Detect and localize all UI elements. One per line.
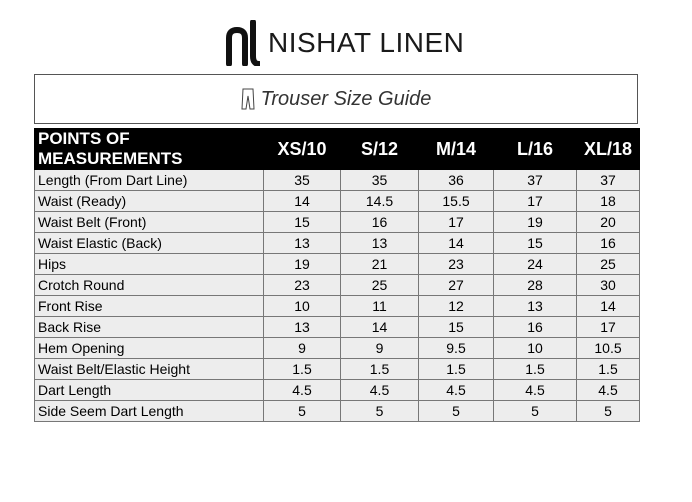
size-value-cell: 5 — [264, 401, 341, 422]
measurement-label: Back Rise — [35, 317, 264, 338]
page-title: Trouser Size Guide — [260, 87, 432, 110]
table-body — [35, 170, 640, 422]
size-value-cell: 4.5 — [577, 380, 640, 401]
size-value-cell: 37 — [494, 170, 577, 191]
nl-monogram-icon — [226, 20, 260, 66]
size-value-cell: 1.5 — [494, 359, 577, 380]
size-value-cell: 15 — [494, 233, 577, 254]
size-value-cell: 17 — [494, 191, 577, 212]
size-value-cell: 9 — [264, 338, 341, 359]
table-row — [35, 212, 640, 233]
measurement-label: Dart Length — [35, 380, 264, 401]
measurement-label: Side Seem Dart Length — [35, 401, 264, 422]
size-value-cell: 1.5 — [341, 359, 419, 380]
size-value-cell: 30 — [577, 275, 640, 296]
size-value-cell: 9 — [341, 338, 419, 359]
measurement-label: Hips — [35, 254, 264, 275]
size-value-cell: 16 — [577, 233, 640, 254]
size-value-cell: 15 — [419, 317, 494, 338]
measurement-label: Hem Opening — [35, 338, 264, 359]
table-header-row — [35, 129, 640, 170]
size-value-cell: 4.5 — [419, 380, 494, 401]
size-value-cell: 36 — [419, 170, 494, 191]
size-value-cell: 15 — [264, 212, 341, 233]
size-value-cell: 17 — [577, 317, 640, 338]
title-box — [34, 74, 638, 124]
size-value-cell: 35 — [341, 170, 419, 191]
brand-header — [226, 18, 464, 68]
size-value-cell: 14 — [264, 191, 341, 212]
table-row — [35, 275, 640, 296]
measurement-label: Length (From Dart Line) — [35, 170, 264, 191]
size-value-cell: 10 — [494, 338, 577, 359]
size-value-cell: 16 — [494, 317, 577, 338]
size-value-cell: 21 — [341, 254, 419, 275]
size-value-cell: 9.5 — [419, 338, 494, 359]
size-value-cell: 35 — [264, 170, 341, 191]
size-value-cell: 19 — [494, 212, 577, 233]
size-value-cell: 25 — [341, 275, 419, 296]
size-value-cell: 10.5 — [577, 338, 640, 359]
size-value-cell: 19 — [264, 254, 341, 275]
header-cell: POINTS OF MEASUREMENTS — [35, 129, 264, 170]
measurement-label: Waist Belt (Front) — [35, 212, 264, 233]
table-row — [35, 380, 640, 401]
size-value-cell: 13 — [494, 296, 577, 317]
size-value-cell: 10 — [264, 296, 341, 317]
size-value-cell: 1.5 — [264, 359, 341, 380]
size-value-cell: 17 — [419, 212, 494, 233]
size-value-cell: 14.5 — [341, 191, 419, 212]
size-value-cell: 14 — [341, 317, 419, 338]
size-value-cell: 12 — [419, 296, 494, 317]
measurement-label: Waist Elastic (Back) — [35, 233, 264, 254]
header-cell: M/14 — [419, 129, 494, 170]
table-row — [35, 170, 640, 191]
header-cell: L/16 — [494, 129, 577, 170]
trouser-icon — [241, 88, 255, 110]
table-row — [35, 401, 640, 422]
measurement-label: Front Rise — [35, 296, 264, 317]
measurement-label: Waist Belt/Elastic Height — [35, 359, 264, 380]
size-value-cell: 18 — [577, 191, 640, 212]
size-value-cell: 13 — [264, 317, 341, 338]
size-value-cell: 4.5 — [341, 380, 419, 401]
table-row — [35, 233, 640, 254]
size-value-cell: 14 — [577, 296, 640, 317]
table-row — [35, 254, 640, 275]
brand-name: NISHAT LINEN — [268, 27, 465, 58]
table-row — [35, 191, 640, 212]
size-value-cell: 5 — [494, 401, 577, 422]
table-row — [35, 359, 640, 380]
size-value-cell: 23 — [419, 254, 494, 275]
measurement-label: Waist (Ready) — [35, 191, 264, 212]
size-value-cell: 27 — [419, 275, 494, 296]
size-value-cell: 15.5 — [419, 191, 494, 212]
size-value-cell: 13 — [264, 233, 341, 254]
size-value-cell: 28 — [494, 275, 577, 296]
header-cell: XS/10 — [264, 129, 341, 170]
size-value-cell: 13 — [341, 233, 419, 254]
size-value-cell: 1.5 — [419, 359, 494, 380]
size-value-cell: 5 — [341, 401, 419, 422]
size-value-cell: 11 — [341, 296, 419, 317]
size-value-cell: 23 — [264, 275, 341, 296]
size-value-cell: 1.5 — [577, 359, 640, 380]
table-row — [35, 338, 640, 359]
table-row — [35, 317, 640, 338]
size-value-cell: 20 — [577, 212, 640, 233]
size-value-cell: 37 — [577, 170, 640, 191]
size-value-cell: 4.5 — [264, 380, 341, 401]
size-value-cell: 25 — [577, 254, 640, 275]
size-table — [34, 128, 640, 422]
size-value-cell: 5 — [419, 401, 494, 422]
size-value-cell: 24 — [494, 254, 577, 275]
header-cell: XL/18 — [577, 129, 640, 170]
size-value-cell: 4.5 — [494, 380, 577, 401]
size-value-cell: 14 — [419, 233, 494, 254]
table-row — [35, 296, 640, 317]
header-cell: S/12 — [341, 129, 419, 170]
size-value-cell: 16 — [341, 212, 419, 233]
size-value-cell: 5 — [577, 401, 640, 422]
measurement-label: Crotch Round — [35, 275, 264, 296]
